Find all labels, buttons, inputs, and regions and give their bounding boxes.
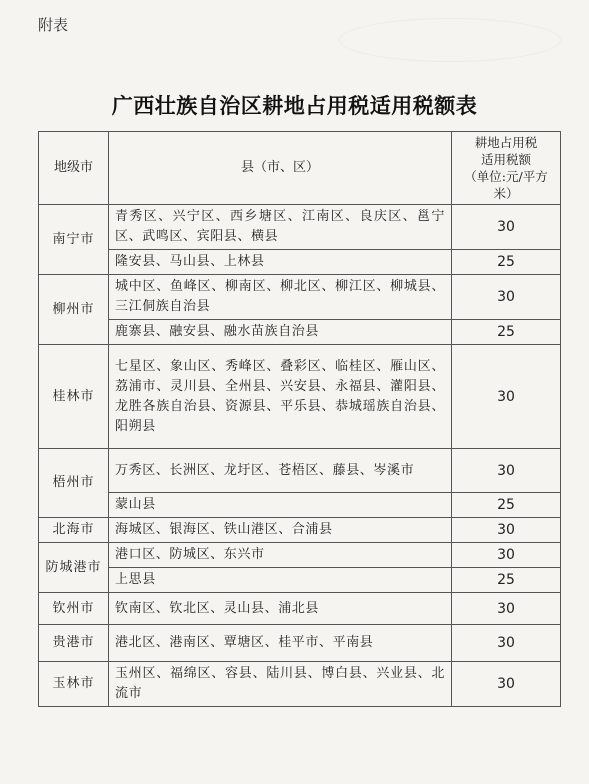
counties-cell: 七星区、象山区、秀峰区、叠彩区、临桂区、雁山区、荔浦市、灵川县、全州县、兴安县、永福县、灌阳县、龙胜各族自治县、资源县、平乐县、恭城瑶族自治县、阳朔县 [109,345,452,449]
counties-cell: 海城区、银海区、铁山港区、合浦县 [109,518,452,543]
header-rate-line1: 耕地占用税 [474,135,538,150]
header-prefecture: 地级市 [39,132,109,205]
rate-cell: 30 [452,543,561,568]
prefecture-cell: 南宁市 [39,205,109,275]
rate-cell: 30 [452,593,561,625]
counties-cell: 蒙山县 [109,493,452,518]
rate-cell: 30 [452,275,561,320]
table-body [39,205,561,707]
counties-cell: 玉州区、福绵区、容县、陆川县、博白县、兴业县、北流市 [109,662,452,707]
page-title: 广西壮族自治区耕地占用税适用税额表 [111,93,478,118]
table-row [39,250,561,275]
table-row [39,568,561,593]
tax-rate-table [38,131,561,707]
table-header-row [39,132,561,205]
prefecture-cell: 防城港市 [39,543,109,593]
prefecture-cell: 桂林市 [39,345,109,449]
prefecture-cell: 玉林市 [39,662,109,707]
rate-cell: 30 [452,625,561,662]
counties-cell: 上思县 [109,568,452,593]
table-row [39,593,561,625]
header-rate-unit: （单位:元/平方米） [464,169,548,201]
counties-cell: 港口区、防城区、东兴市 [109,543,452,568]
table-row [39,345,561,449]
prefecture-cell: 梧州市 [39,449,109,518]
prefecture-cell: 柳州市 [39,275,109,345]
table-row [39,320,561,345]
counties-cell: 钦南区、钦北区、灵山县、浦北县 [109,593,452,625]
table-row [39,518,561,543]
table-row [39,275,561,320]
counties-cell: 鹿寨县、融安县、融水苗族自治县 [109,320,452,345]
rate-cell: 30 [452,345,561,449]
rate-cell: 25 [452,250,561,275]
rate-cell: 30 [452,449,561,493]
table-row [39,205,561,250]
faint-stamp [339,18,561,62]
rate-cell: 30 [452,205,561,250]
rate-cell: 25 [452,493,561,518]
rate-cell: 30 [452,662,561,707]
counties-cell: 港北区、港南区、覃塘区、桂平市、平南县 [109,625,452,662]
rate-cell: 25 [452,568,561,593]
table-row [39,543,561,568]
counties-cell: 城中区、鱼峰区、柳南区、柳北区、柳江区、柳城县、三江侗族自治县 [109,275,452,320]
appendix-label: 附表 [38,16,69,34]
rate-cell: 30 [452,518,561,543]
header-counties: 县（市、区） [109,132,452,205]
prefecture-cell: 贵港市 [39,625,109,662]
counties-cell: 万秀区、长洲区、龙圩区、苍梧区、藤县、岑溪市 [109,449,452,493]
prefecture-cell: 钦州市 [39,593,109,625]
rate-cell: 25 [452,320,561,345]
header-rate [452,132,561,205]
header-rate-line2: 适用税额 [480,152,531,167]
table-row [39,493,561,518]
counties-cell: 隆安县、马山县、上林县 [109,250,452,275]
prefecture-cell: 北海市 [39,518,109,543]
table-row [39,449,561,493]
counties-cell: 青秀区、兴宁区、西乡塘区、江南区、良庆区、邕宁区、武鸣区、宾阳县、横县 [109,205,452,250]
table-row [39,625,561,662]
table-row [39,662,561,707]
